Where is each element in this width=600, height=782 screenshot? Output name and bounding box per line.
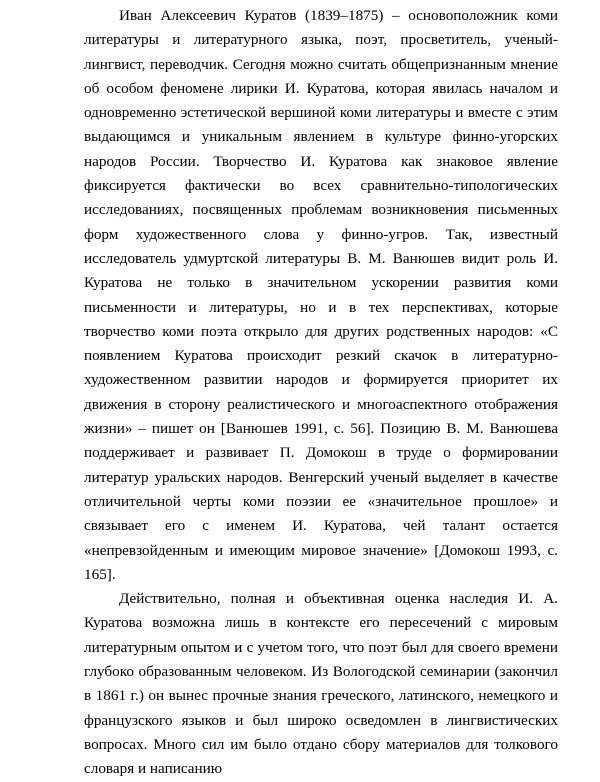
document-page [84, 4, 558, 782]
paragraph-1: Иван Алексеевич Куратов (1839–1875) – основоположник коми литературы и литературного языка, поэт, просветитель, ученый-лингвист, переводчик. Сегодня можно считать общепризнанным мнение об особом феномене лирики И. Куратова, которая явилась началом и одновременно эстетической вершиной коми литературы и вместе с этим выдающимся и уникальным явлением в культуре финно-угорских народов России. Творчество И. Куратова как знаковое явление фиксируется фактически во всех сравнительно-типологических исследованиях, посвященных проблемам возникновения письменных форм художественного слова у финно-угров. Так, известный исследователь удмуртской литературы В. М. Ванюшев видит роль И. Куратова не только в значительном ускорении развития коми письменности и литературы, но и в тех перспективах, которые творчество коми поэта открыло для других родственных народов: «С появлением Куратова происходит резкий скачок в литературно-художественном развитии народов и формируется приоритет их движения в сторону реалистического и многоаспектного отображения жизни» – пишет он [Ванюшев 1991, с. 56]. Позицию В. М. Ванюшева поддерживает и развивает П. Домокош в труде о формировании литератур уральских народов. Венгерский ученый выделяет в качестве отличительной черты коми поэзии ее «значительное прошлое» и связывает его с именем И. Куратова, чей талант остается «непревзойденным и имеющим мировое значение» [Домокош 1993, с. 165]. [84, 7, 558, 583]
paragraph-2: Действительно, полная и объективная оценка наследия И. А. Куратова возможна лишь в контексте его пересечений с мировым литературным опытом и с учетом того, что поэт был для своего времени глубоко образованным человеком. Из Вологодской семинарии (закончил в 1861 г.) он вынес прочные знания греческого, латинского, немецкого и французского языков и был широко осведомлен в лингвистических вопросах. Много сил им было отдано сбору материалов для толкового словаря и написанию [84, 590, 558, 778]
